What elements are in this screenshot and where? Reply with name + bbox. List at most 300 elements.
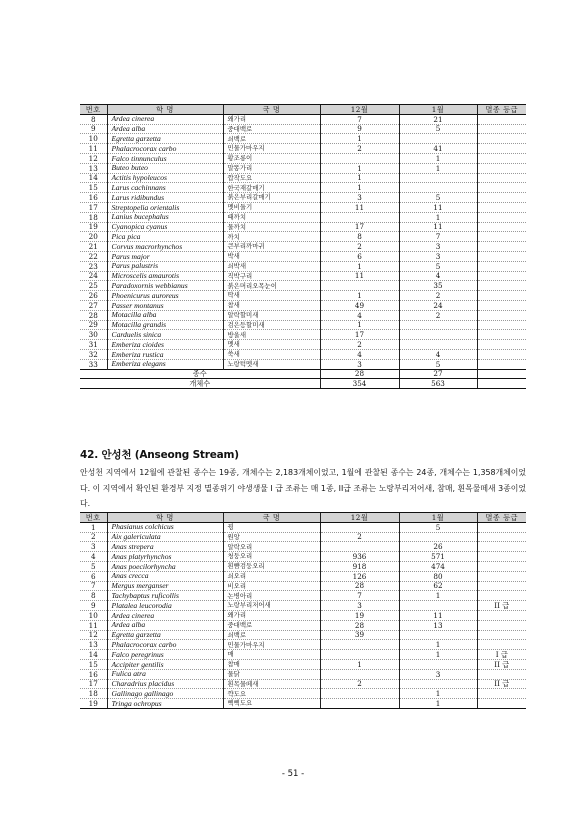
korean-name: 방울새 (223, 330, 320, 340)
december-count: 1 (320, 163, 399, 173)
korean-name: 큰부리까마귀 (223, 242, 320, 252)
korean-name: 민물가마우지 (223, 640, 320, 650)
endangered-grade (477, 281, 526, 291)
december-count (320, 153, 399, 163)
scientific-name: Accipiter gentilis (107, 659, 223, 669)
korean-name: 청둥오리 (223, 552, 320, 562)
endangered-grade (477, 183, 526, 193)
december-count: 11 (320, 271, 399, 281)
endangered-grade (477, 320, 526, 330)
species-count-january: 27 (399, 369, 477, 379)
january-count: 11 (399, 202, 477, 212)
january-count (399, 679, 477, 689)
col-header-endangered-grade: 멸종 등급 (477, 105, 526, 115)
scientific-name: Phalacrocorax carbo (107, 640, 223, 650)
korean-name: 황조롱이 (223, 153, 320, 163)
table-row (80, 251, 526, 261)
table-row (80, 242, 526, 252)
row-number: 12 (80, 153, 107, 163)
row-number: 3 (80, 542, 107, 552)
row-number: 11 (80, 144, 107, 154)
january-count: 35 (399, 281, 477, 291)
january-count: 3 (399, 251, 477, 261)
korean-name: 때까치 (223, 212, 320, 222)
korean-name: 쇠오리 (223, 571, 320, 581)
col-header-korean-name: 국 명 (223, 105, 320, 115)
table-row (80, 300, 526, 310)
section-paragraph: 안성천 지역에서 12월에 관찰된 종수는 19종, 개체수는 2,183개체이었고, 1월에 관찰된 종수는 24종, 개체수는 1,358개체이었다. 이 지역에서 확인된 환경부 지정 멸종위기 야생생물 I 급 조류는 매 1종, II급 조류는 노랑부리저어새, 참매, 흰목물떼새 3종이었다. (80, 468, 526, 508)
col-header-january: 1월 (399, 513, 477, 523)
december-count (320, 212, 399, 222)
december-count: 126 (320, 571, 399, 581)
scientific-name: Falco tinnunculus (107, 153, 223, 163)
endangered-grade (477, 173, 526, 183)
korean-name: 민물가마우지 (223, 144, 320, 154)
january-count: 21 (399, 114, 477, 124)
korean-name: 멧비둘기 (223, 202, 320, 212)
korean-name: 흰뺨검둥오리 (223, 561, 320, 571)
korean-name: 깝작도요 (223, 173, 320, 183)
row-number: 27 (80, 300, 107, 310)
scientific-name: Tachybaptus ruficollis (107, 591, 223, 601)
scientific-name: Fulica atra (107, 669, 223, 679)
korean-name: 알락오리 (223, 542, 320, 552)
row-number: 8 (80, 114, 107, 124)
row-number: 4 (80, 552, 107, 562)
korean-name: 물까치 (223, 222, 320, 232)
endangered-grade (477, 300, 526, 310)
scientific-name: Emberiza cioides (107, 340, 223, 350)
row-number: 26 (80, 291, 107, 301)
row-number: 16 (80, 669, 107, 679)
korean-name: 노랑부리저어새 (223, 601, 320, 611)
scientific-name: Streptopelia orientalis (107, 202, 223, 212)
table-row (80, 630, 526, 640)
endangered-grade (477, 699, 526, 709)
korean-name: 까치 (223, 232, 320, 242)
table-row (80, 640, 526, 650)
january-count (399, 173, 477, 183)
december-count: 918 (320, 561, 399, 571)
species-count-label: 종수 (80, 369, 320, 379)
december-count: 1 (320, 291, 399, 301)
december-count (320, 640, 399, 650)
scientific-name: Platalea leucorodia (107, 601, 223, 611)
january-count (399, 320, 477, 330)
korean-name: 쇠백로 (223, 630, 320, 640)
table-row (80, 320, 526, 330)
table-row (80, 591, 526, 601)
endangered-grade (477, 202, 526, 212)
korean-name: 비오리 (223, 581, 320, 591)
row-number: 6 (80, 571, 107, 581)
scientific-name: Lanius bucephalus (107, 212, 223, 222)
table-row (80, 202, 526, 212)
row-number: 17 (80, 202, 107, 212)
december-count: 6 (320, 251, 399, 261)
endangered-grade (477, 124, 526, 134)
page-number: - 51 - (281, 769, 305, 779)
table-row (80, 114, 526, 124)
row-number: 11 (80, 620, 107, 630)
row-number: 30 (80, 330, 107, 340)
december-count: 2 (320, 532, 399, 542)
endangered-grade (477, 669, 526, 679)
endangered-grade (477, 153, 526, 163)
scientific-name: Egretta garzetta (107, 630, 223, 640)
scientific-name: Cyanopica cyanus (107, 222, 223, 232)
december-count: 7 (320, 591, 399, 601)
december-count: 9 (320, 124, 399, 134)
table-row (80, 153, 526, 163)
korean-name: 한국재갈매기 (223, 183, 320, 193)
january-count: 80 (399, 571, 477, 581)
endangered-grade (477, 261, 526, 271)
table-row (80, 669, 526, 679)
december-count (320, 522, 399, 532)
december-count: 4 (320, 349, 399, 359)
december-count: 1 (320, 173, 399, 183)
scientific-name: Tringa ochropus (107, 699, 223, 709)
endangered-grade (477, 349, 526, 359)
december-count: 17 (320, 330, 399, 340)
table-row (80, 581, 526, 591)
january-count: 3 (399, 242, 477, 252)
endangered-grade (477, 144, 526, 154)
january-count: 5 (399, 193, 477, 203)
row-number: 32 (80, 349, 107, 359)
row-number: 14 (80, 173, 107, 183)
table-row (80, 310, 526, 320)
table-row (80, 679, 526, 689)
row-number: 18 (80, 212, 107, 222)
scientific-name: Falco peregrinus (107, 650, 223, 660)
col-header-number: 번호 (80, 513, 107, 523)
row-number: 28 (80, 310, 107, 320)
december-count: 28 (320, 581, 399, 591)
row-number: 13 (80, 163, 107, 173)
scientific-name: Emberiza rustica (107, 349, 223, 359)
row-number: 18 (80, 689, 107, 699)
scientific-name: Anas platyrhynchos (107, 552, 223, 562)
december-count (320, 650, 399, 660)
january-count: 1 (399, 650, 477, 660)
table-row (80, 699, 526, 709)
january-count: 5 (399, 359, 477, 369)
row-number: 9 (80, 601, 107, 611)
endangered-grade (477, 251, 526, 261)
table-body (80, 114, 526, 369)
row-number: 22 (80, 251, 107, 261)
endangered-grade: II 급 (477, 659, 526, 669)
row-number: 23 (80, 261, 107, 271)
table-row (80, 163, 526, 173)
table-row (80, 261, 526, 271)
korean-name: 쇠박새 (223, 261, 320, 271)
species-count-december: 28 (320, 369, 399, 379)
korean-name: 노랑턱멧새 (223, 359, 320, 369)
table-row (80, 222, 526, 232)
korean-name: 직박구리 (223, 271, 320, 281)
january-count: 3 (399, 669, 477, 679)
scientific-name: Ardea alba (107, 620, 223, 630)
december-count: 1 (320, 659, 399, 669)
endangered-grade (477, 232, 526, 242)
scientific-name: Parus major (107, 251, 223, 261)
january-count: 1 (399, 699, 477, 709)
individual-count-label: 개체수 (80, 379, 320, 389)
korean-name: 쑥새 (223, 349, 320, 359)
endangered-grade (477, 630, 526, 640)
january-count: 4 (399, 349, 477, 359)
scientific-name: Emberiza elegans (107, 359, 223, 369)
scientific-name: Motacilla alba (107, 310, 223, 320)
row-number: 31 (80, 340, 107, 350)
row-number: 9 (80, 124, 107, 134)
col-header-december: 12월 (320, 513, 399, 523)
endangered-grade (477, 310, 526, 320)
korean-name: 삑삑도요 (223, 699, 320, 709)
endangered-grade (477, 163, 526, 173)
table-row (80, 183, 526, 193)
section-heading: 42. 안성천 (Anseong Stream) (80, 449, 239, 461)
scientific-name: Passer montanus (107, 300, 223, 310)
endangered-grade (477, 359, 526, 369)
row-number: 2 (80, 532, 107, 542)
korean-name: 멧새 (223, 340, 320, 350)
january-count (399, 601, 477, 611)
row-number: 14 (80, 650, 107, 660)
december-count (320, 281, 399, 291)
endangered-grade (477, 271, 526, 281)
december-count: 2 (320, 144, 399, 154)
individual-count-grade (477, 379, 526, 389)
table-row (80, 124, 526, 134)
korean-name: 박새 (223, 251, 320, 261)
col-header-december: 12월 (320, 105, 399, 115)
species-count-row (80, 369, 526, 379)
january-count (399, 340, 477, 350)
scientific-name: Phoenicurus auroreus (107, 291, 223, 301)
row-number: 21 (80, 242, 107, 252)
scientific-name: Anas strepera (107, 542, 223, 552)
table-row (80, 291, 526, 301)
endangered-grade: I 급 (477, 650, 526, 660)
korean-name: 흰목물떼새 (223, 679, 320, 689)
january-count: 24 (399, 300, 477, 310)
korean-name: 붉은머리오목눈이 (223, 281, 320, 291)
bird-survey-table-1 (80, 104, 526, 389)
january-count: 4 (399, 271, 477, 281)
row-number: 19 (80, 222, 107, 232)
korean-name: 중대백로 (223, 124, 320, 134)
table-row (80, 173, 526, 183)
january-count: 5 (399, 124, 477, 134)
december-count: 49 (320, 300, 399, 310)
row-number: 1 (80, 522, 107, 532)
table-row (80, 571, 526, 581)
row-number: 24 (80, 271, 107, 281)
january-count (399, 532, 477, 542)
scientific-name: Phasianus colchicus (107, 522, 223, 532)
scientific-name: Motacilla grandis (107, 320, 223, 330)
endangered-grade (477, 134, 526, 144)
table-row (80, 144, 526, 154)
scientific-name: Microscelis amaurotis (107, 271, 223, 281)
scientific-name: Larus cachinnans (107, 183, 223, 193)
korean-name: 꺅도요 (223, 689, 320, 699)
scientific-name: Ardea cinerea (107, 610, 223, 620)
december-count: 1 (320, 320, 399, 330)
scientific-name: Egretta garzetta (107, 134, 223, 144)
scientific-name: Actitis hypoleucos (107, 173, 223, 183)
scientific-name: Carduelis sinica (107, 330, 223, 340)
col-header-scientific-name: 학 명 (107, 513, 223, 523)
december-count: 1 (320, 261, 399, 271)
table-row (80, 134, 526, 144)
table-row (80, 212, 526, 222)
individual-count-january: 563 (399, 379, 477, 389)
january-count: 1 (399, 640, 477, 650)
endangered-grade: II 급 (477, 601, 526, 611)
january-count: 1 (399, 591, 477, 601)
december-count: 8 (320, 232, 399, 242)
col-header-korean-name: 국 명 (223, 513, 320, 523)
january-count (399, 183, 477, 193)
table-row (80, 542, 526, 552)
december-count: 3 (320, 359, 399, 369)
endangered-grade (477, 114, 526, 124)
table-row (80, 193, 526, 203)
scientific-name: Pica pica (107, 232, 223, 242)
korean-name: 딱새 (223, 291, 320, 301)
january-count: 7 (399, 232, 477, 242)
table-row (80, 532, 526, 542)
scientific-name: Gallinago gallinago (107, 689, 223, 699)
scientific-name: Anas crecca (107, 571, 223, 581)
december-count: 4 (320, 310, 399, 320)
endangered-grade (477, 591, 526, 601)
december-count: 39 (320, 630, 399, 640)
january-count: 5 (399, 261, 477, 271)
table-row (80, 610, 526, 620)
table-row (80, 650, 526, 660)
korean-name: 참매 (223, 659, 320, 669)
scientific-name: Phalacrocorax carbo (107, 144, 223, 154)
korean-name: 꿩 (223, 522, 320, 532)
endangered-grade (477, 552, 526, 562)
endangered-grade (477, 542, 526, 552)
endangered-grade (477, 340, 526, 350)
january-count: 571 (399, 552, 477, 562)
january-count: 11 (399, 610, 477, 620)
row-number: 16 (80, 193, 107, 203)
scientific-name: Corvus macrorhynchos (107, 242, 223, 252)
korean-name: 붉은부리갈매기 (223, 193, 320, 203)
endangered-grade (477, 532, 526, 542)
scientific-name: Mergus merganser (107, 581, 223, 591)
january-count (399, 330, 477, 340)
row-number: 17 (80, 679, 107, 689)
scientific-name: Charadrius placidus (107, 679, 223, 689)
table-row (80, 601, 526, 611)
table-row (80, 359, 526, 369)
table-row (80, 689, 526, 699)
korean-name: 논병아리 (223, 591, 320, 601)
endangered-grade (477, 212, 526, 222)
endangered-grade (477, 242, 526, 252)
korean-name: 왜가리 (223, 610, 320, 620)
january-count: 1 (399, 163, 477, 173)
table-row (80, 232, 526, 242)
korean-name: 참새 (223, 300, 320, 310)
row-number: 20 (80, 232, 107, 242)
korean-name: 매 (223, 650, 320, 660)
row-number: 19 (80, 699, 107, 709)
december-count (320, 699, 399, 709)
individual-count-row (80, 379, 526, 389)
scientific-name: Paradoxornis webbianus (107, 281, 223, 291)
table-header-row (80, 513, 526, 523)
row-number: 10 (80, 134, 107, 144)
row-number: 15 (80, 183, 107, 193)
scientific-name: Ardea cinerea (107, 114, 223, 124)
december-count: 3 (320, 193, 399, 203)
january-count: 1 (399, 212, 477, 222)
table-row (80, 340, 526, 350)
january-count (399, 134, 477, 144)
december-count: 19 (320, 610, 399, 620)
col-header-january: 1월 (399, 105, 477, 115)
row-number: 5 (80, 561, 107, 571)
december-count: 2 (320, 679, 399, 689)
table-row (80, 522, 526, 532)
endangered-grade (477, 193, 526, 203)
january-count: 26 (399, 542, 477, 552)
january-count (399, 630, 477, 640)
endangered-grade (477, 689, 526, 699)
table-row (80, 552, 526, 562)
scientific-name: Ardea alba (107, 124, 223, 134)
december-count: 11 (320, 202, 399, 212)
korean-name: 원앙 (223, 532, 320, 542)
table-row (80, 330, 526, 340)
korean-name: 말똥가리 (223, 163, 320, 173)
table-body (80, 522, 526, 708)
scientific-name: Buteo buteo (107, 163, 223, 173)
table-row (80, 561, 526, 571)
december-count (320, 542, 399, 552)
korean-name: 알락할미새 (223, 310, 320, 320)
row-number: 7 (80, 581, 107, 591)
korean-name: 검은등할미새 (223, 320, 320, 330)
row-number: 25 (80, 281, 107, 291)
korean-name: 왜가리 (223, 114, 320, 124)
table-row (80, 620, 526, 630)
row-number: 8 (80, 591, 107, 601)
endangered-grade (477, 222, 526, 232)
december-count: 1 (320, 134, 399, 144)
december-count: 3 (320, 601, 399, 611)
col-header-endangered-grade: 멸종 등급 (477, 513, 526, 523)
col-header-number: 번호 (80, 105, 107, 115)
scientific-name: Anas poecilorhyncha (107, 561, 223, 571)
table-row (80, 349, 526, 359)
december-count: 17 (320, 222, 399, 232)
december-count: 1 (320, 183, 399, 193)
january-count: 41 (399, 144, 477, 154)
table-row (80, 271, 526, 281)
